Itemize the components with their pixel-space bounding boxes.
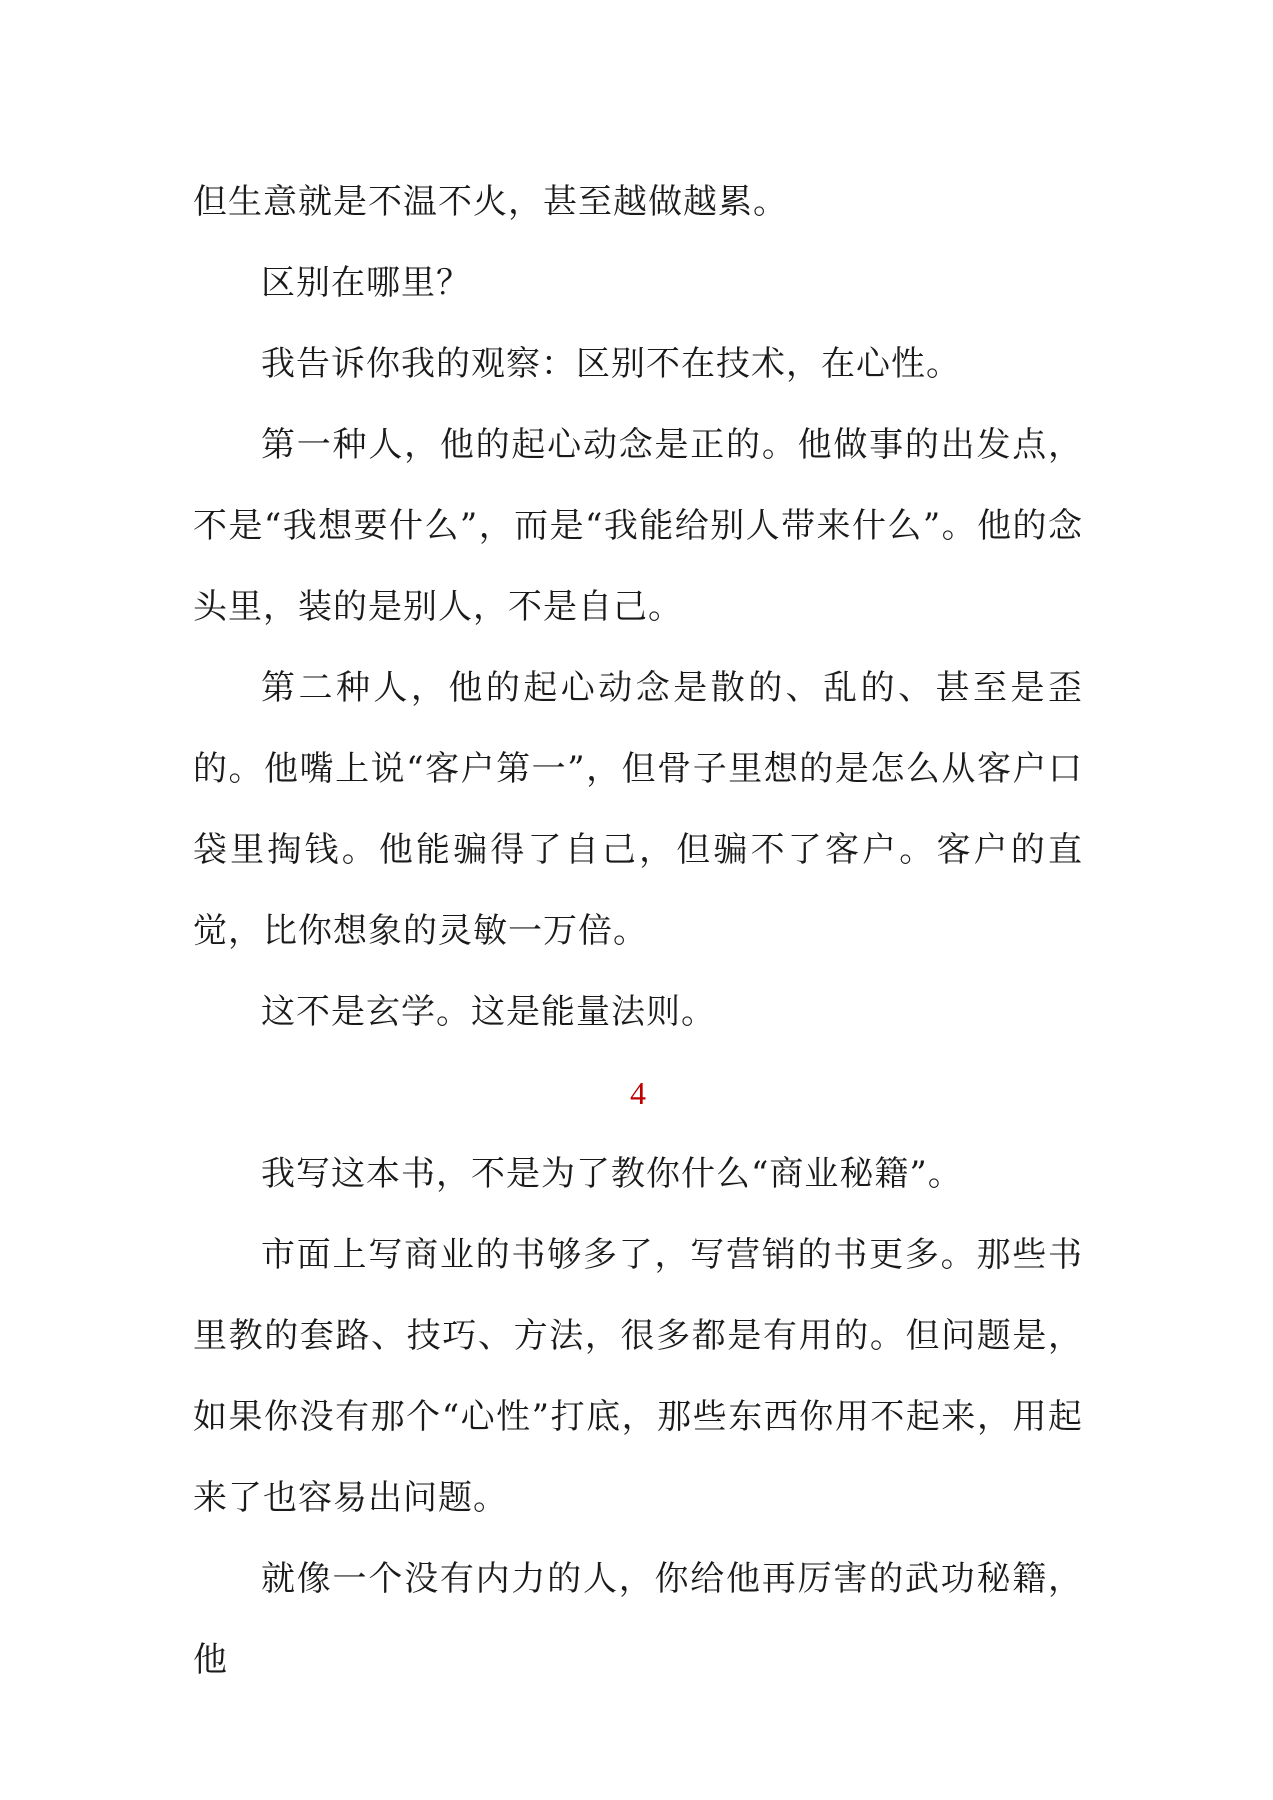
paragraph-continuation: 但生意就是不温不火，甚至越做越累。 bbox=[193, 182, 788, 222]
paragraph-market-books: 市面上写商业的书够多了，写营销的书更多。那些书里教的套路、技巧、方法，很多都是有用的。但问题是，如果你没有那个“心性”打底，那些东西你用不起来，用起来了也容易出问题。 bbox=[193, 1235, 1083, 1518]
paragraph-question: 区别在哪里？ bbox=[261, 263, 471, 303]
document-body bbox=[193, 162, 1083, 1701]
section-number: 4 bbox=[630, 1075, 646, 1111]
paragraph-observation: 我告诉你我的观察：区别不在技术，在心性。 bbox=[261, 344, 961, 384]
paragraph-first-kind: 第一种人，他的起心动念是正的。他做事的出发点，不是“我想要什么”，而是“我能给别人带来什么”。他的念头里，装的是别人，不是自己。 bbox=[193, 425, 1083, 627]
paragraph-book-purpose: 我写这本书，不是为了教你什么“商业秘籍”。 bbox=[261, 1154, 963, 1194]
paragraph-martial-analogy: 就像一个没有内力的人，你给他再厉害的武功秘籍，他 bbox=[193, 1559, 1083, 1680]
paragraph-second-kind: 第二种人，他的起心动念是散的、乱的、甚至是歪的。他嘴上说“客户第一”，但骨子里想的是怎么从客户口袋里掏钱。他能骗得了自己，但骗不了客户。客户的直觉，比你想象的灵敏一万倍。 bbox=[193, 668, 1083, 951]
paragraph-energy-law: 这不是玄学。这是能量法则。 bbox=[261, 992, 716, 1032]
